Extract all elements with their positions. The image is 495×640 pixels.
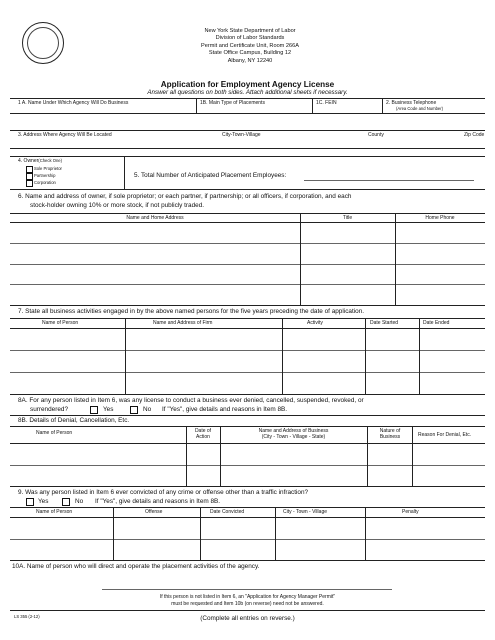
q6-owners-table[interactable] bbox=[12, 223, 298, 303]
q7-col-activity: Activity bbox=[307, 320, 323, 326]
field-1a-label: 1 A. Name Under Which Agency Will Do Business bbox=[18, 100, 129, 106]
q8a-line-3: If "Yes", give details and reasons in Item 8B. bbox=[162, 406, 288, 413]
nys-seal bbox=[22, 22, 64, 64]
q6-col-title: Title bbox=[342, 215, 353, 221]
q5-label: 5. Total Number of Anticipated Placement Employees: bbox=[134, 172, 287, 179]
agency-name-input[interactable] bbox=[12, 114, 194, 128]
county-label: County bbox=[368, 132, 384, 138]
zip-label: Zip Code bbox=[464, 132, 485, 138]
footer-note-2: must be requested and Item 10b (on reverse) need not be answered. bbox=[171, 601, 324, 607]
q8b-col-nature-2: Business bbox=[379, 434, 401, 440]
q9-col-offense: Offense bbox=[145, 509, 163, 515]
q8b-col-date-2: Action bbox=[196, 434, 210, 440]
q8b-col-reason: Reason For Denial, Etc. bbox=[418, 432, 472, 438]
field-1c-label: 1C. FEIN bbox=[316, 100, 337, 106]
q8b-label: 8B. Details of Denial, Cancellation, Etc. bbox=[18, 417, 130, 424]
q9-line-1: 9. Was any person listed in Item 6 ever convicted of any crime or offense other than a traffic infraction? bbox=[18, 489, 309, 496]
footer-note-1: If this person is not listed in Item 6, an "Application for Agency Manager Permit" bbox=[159, 594, 336, 600]
q8b-details-table[interactable] bbox=[12, 444, 482, 485]
partnership-checkbox[interactable] bbox=[26, 173, 33, 180]
agency-header bbox=[150, 28, 350, 65]
q8a-no-label: No bbox=[143, 406, 152, 413]
q7-col-firm: Name and Address of Firm bbox=[153, 320, 213, 326]
form-subtitle: Answer all questions on both sides. Attach additional sheets if necessary. bbox=[147, 89, 348, 96]
q8a-line-2: surrendered? bbox=[30, 406, 69, 413]
sole-proprietor-checkbox[interactable] bbox=[26, 166, 33, 173]
q10a-label: 10A. Name of person who will direct and operate the placement activities of the agency. bbox=[12, 563, 260, 570]
q8b-col-person: Name of Person bbox=[36, 430, 73, 436]
field-2-label: 2. Business Telephone bbox=[386, 100, 437, 106]
corporation-checkbox[interactable] bbox=[26, 180, 33, 187]
q9-col-person: Name of Person bbox=[36, 509, 73, 515]
q9-yes-checkbox[interactable] bbox=[26, 498, 34, 506]
q9-yes-label: Yes bbox=[38, 498, 49, 505]
q7-activities-table[interactable] bbox=[12, 329, 482, 393]
q9-col-city: City - Town - Village bbox=[283, 509, 327, 515]
q9-col-date: Date Convicted bbox=[210, 509, 245, 515]
fein-input[interactable] bbox=[314, 114, 380, 128]
form-number: LS 355 (2-12) bbox=[14, 614, 40, 619]
header-line-2: Division of Labor Standards bbox=[215, 35, 285, 42]
city-label: City-Town-Village bbox=[222, 132, 261, 138]
q6-line-1: 6. Name and address of owner, if sole proprietor; or each partner, if partnership; or all officers, if corporation, and each bbox=[18, 193, 352, 200]
q6-col-phone: Home Phone bbox=[425, 215, 455, 221]
q9-no-label: No bbox=[75, 498, 84, 505]
q8a-yes-label: Yes bbox=[103, 406, 114, 413]
header-line-4: State Office Campus, Building 12 bbox=[208, 50, 292, 57]
q7-line-1: 7. State all business activities engaged in by the above named persons for the five years preceding the date of application. bbox=[18, 308, 365, 315]
header-line-1: New York State Department of Labor bbox=[204, 28, 296, 34]
q8b-col-date-1: Date of bbox=[194, 428, 212, 434]
manager-name-input[interactable] bbox=[102, 578, 392, 589]
q8a-line-1: 8A. For any person listed in Item 6, was any license to conduct a business ever denied, cancelled, suspended, revoked, or bbox=[18, 397, 364, 404]
q9-no-checkbox[interactable] bbox=[62, 498, 70, 506]
q9-convictions-table[interactable] bbox=[12, 518, 482, 559]
q7-col-person: Name of Person bbox=[42, 320, 79, 326]
q9-col-penalty: Penalty bbox=[402, 509, 419, 515]
owner-label: 4. Owner(Check One) bbox=[18, 158, 63, 164]
header-line-3: Permit and Certificate Unit, Room 266A bbox=[201, 42, 299, 49]
header-line-5: Albany, NY 12240 bbox=[227, 57, 273, 64]
form-title: Application for Employment Agency License bbox=[160, 80, 335, 89]
q7-col-date-started: Date Started bbox=[370, 320, 399, 326]
placement-type-input[interactable] bbox=[198, 114, 310, 128]
agency-address-input[interactable] bbox=[12, 138, 482, 147]
q8b-col-nature-1: Nature of bbox=[379, 428, 401, 434]
q6-col-name: Name and Home Address bbox=[126, 215, 184, 221]
continue-note: (Complete all entries on reverse.) bbox=[200, 615, 295, 622]
placement-employees-input[interactable] bbox=[304, 171, 474, 180]
q7-col-date-ended: Date Ended bbox=[423, 320, 450, 326]
field-1b-label: 1B. Main Type of Placements bbox=[200, 100, 265, 106]
q8b-col-business-2: (City - Town - Village - State) bbox=[261, 434, 326, 440]
sole-proprietor-label: Sole Proprietor bbox=[34, 166, 62, 171]
partnership-label: Partnership bbox=[34, 173, 56, 178]
q9-line-2: If "Yes", give details and reasons in Item 8B. bbox=[95, 498, 221, 505]
q8a-yes-checkbox[interactable] bbox=[90, 406, 98, 414]
corporation-label: Corporation bbox=[34, 180, 56, 185]
field-3-label: 3. Address Where Agency Will Be Located bbox=[18, 132, 112, 138]
field-2-sublabel: (Area Code and Number) bbox=[396, 106, 444, 111]
business-phone-input[interactable] bbox=[384, 114, 484, 128]
q6-line-2: stock-holder owning 10% or more stock, if not publicly traded. bbox=[30, 202, 205, 209]
q8a-no-checkbox[interactable] bbox=[130, 406, 138, 414]
q8b-col-business-1: Name and Address of Business bbox=[258, 428, 329, 434]
